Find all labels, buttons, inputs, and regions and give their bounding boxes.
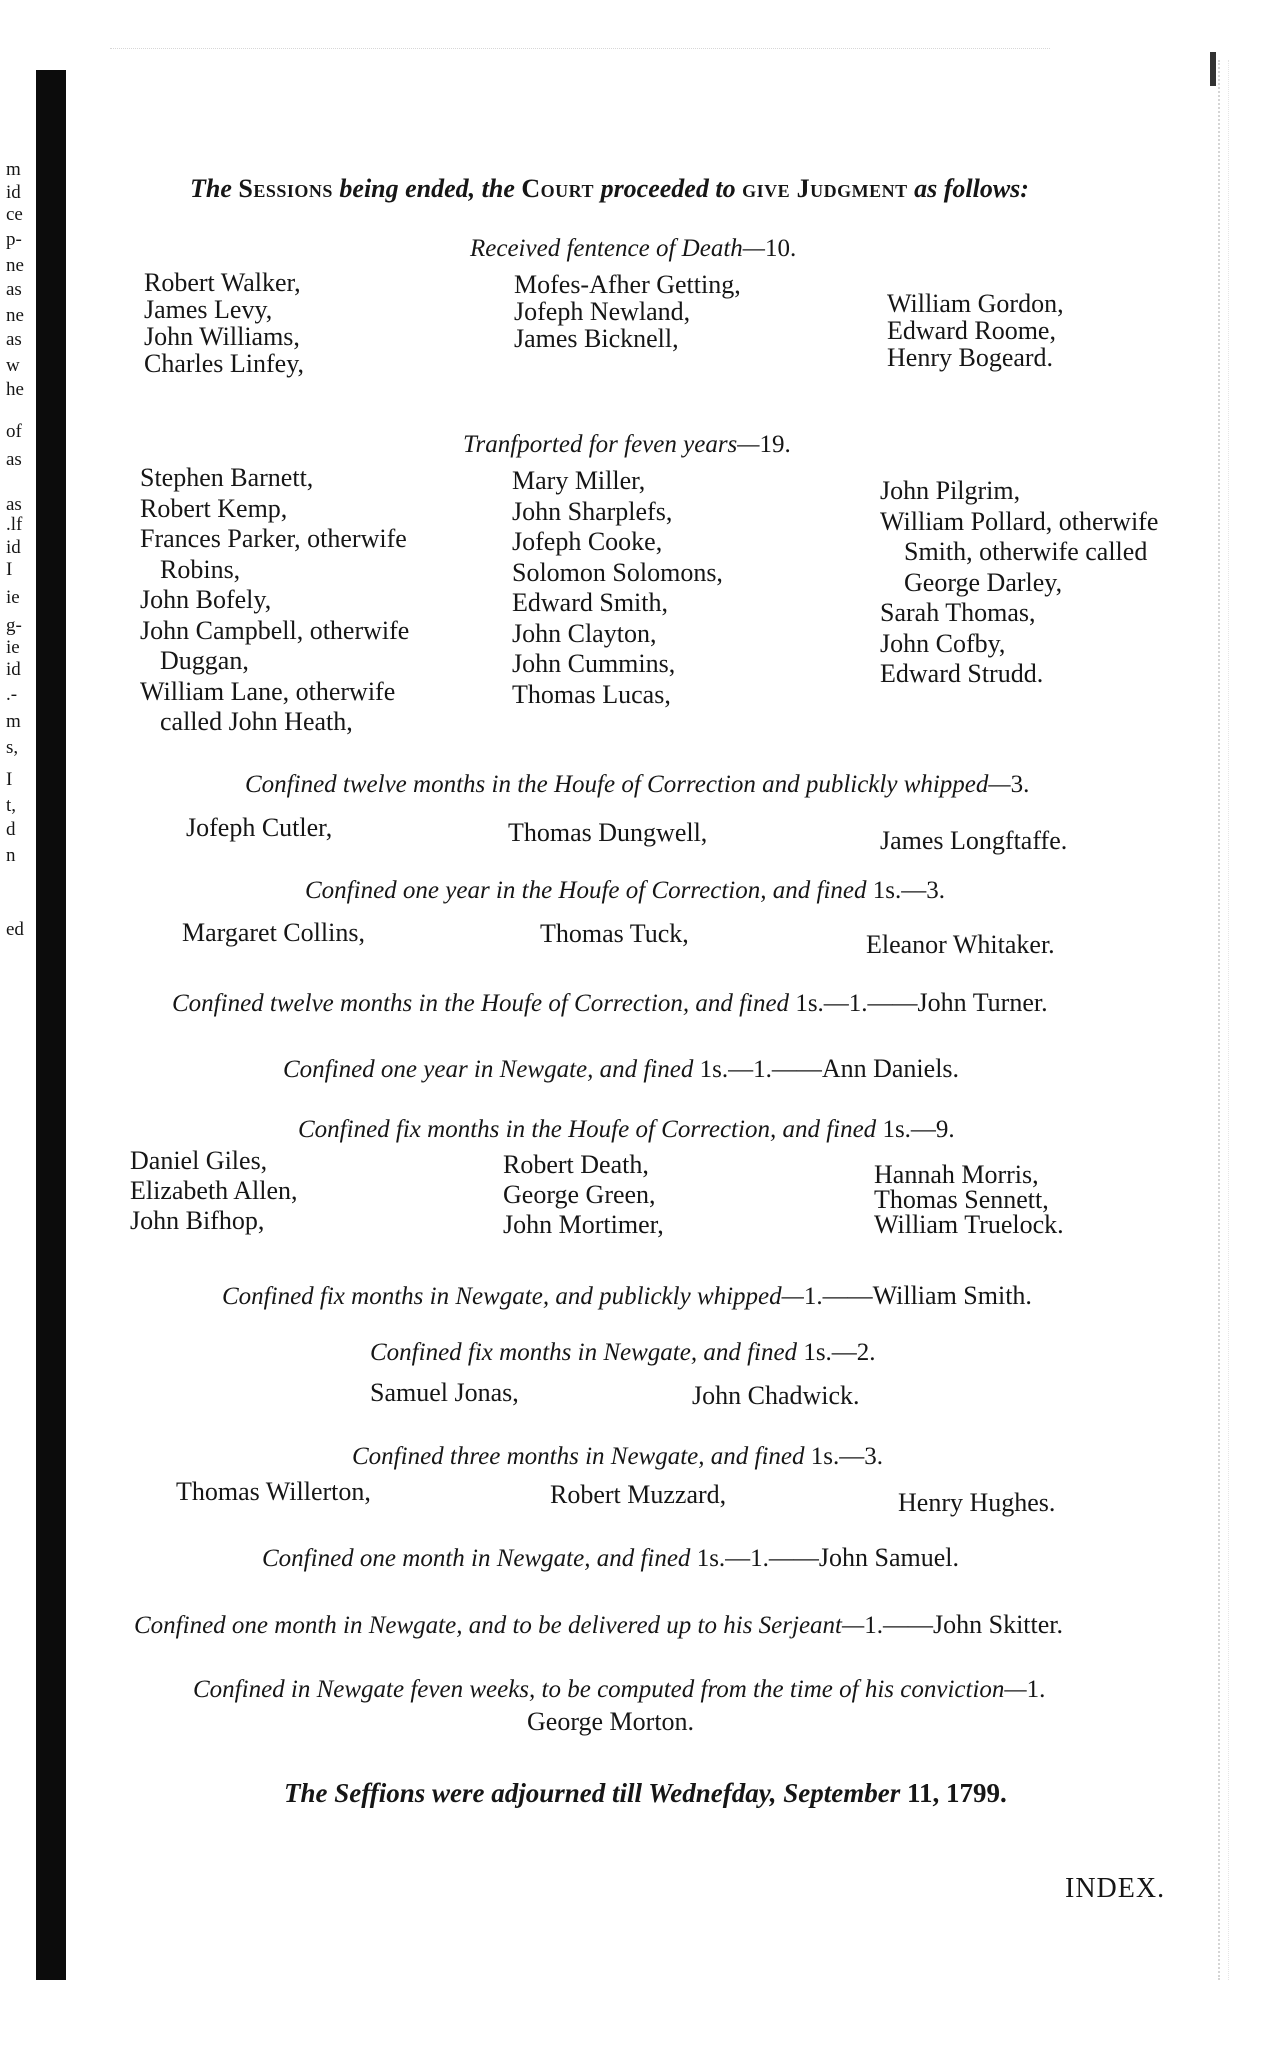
name-line: Robert Walker, — [144, 268, 301, 297]
name: George Morton. — [527, 1707, 695, 1736]
margin-fragment: as — [6, 494, 22, 515]
name-line: Robert Death, — [503, 1150, 649, 1179]
margin-fragment: as — [6, 449, 22, 470]
sentence-heading-3: Confined twelve months in the Houfe of Correction, and fined 1s.—1.——John Turner. — [172, 988, 1048, 1017]
transported-heading: Tranfported for feven years—19. — [463, 431, 791, 458]
margin-fragment: s, — [6, 737, 19, 758]
right-edge-mark — [1210, 52, 1216, 86]
name-line: Sarah Thomas, — [880, 598, 1036, 627]
name: Thomas Willerton, — [176, 1477, 371, 1506]
margin-fragment: t, — [6, 795, 17, 816]
name-line: Thomas Lucas, — [512, 679, 671, 709]
name-line: John Cofby, — [880, 628, 1006, 658]
margin-fragment: m — [6, 159, 21, 180]
margin-fragment: as — [6, 279, 22, 300]
name-line: John Campbell, otherwife — [140, 615, 410, 645]
sentence-heading-10: Confined one month in Newgate, and to be delivered up to his Serjeant—1.——John Skitter. — [134, 1610, 1063, 1639]
margin-fragment: ne — [6, 255, 24, 276]
name-line: Duggan, — [160, 646, 249, 675]
name-line: Jofeph Newland, — [514, 297, 691, 326]
name-line: Robins, — [160, 554, 241, 584]
margin-fragment: of — [6, 421, 22, 442]
margin-fragment: id — [6, 182, 21, 203]
margin-fragment: p- — [6, 229, 22, 250]
name-line: John Cummins, — [512, 649, 676, 678]
adjournment-note: The Seffions were adjourned till Wednefday, September 11, 1799. — [284, 1778, 1007, 1808]
name-line: Edward Strudd. — [880, 659, 1044, 688]
name: James Longftaffe. — [880, 826, 1068, 855]
name-line: John Clayton, — [512, 618, 657, 648]
margin-fragment: .lf — [6, 514, 23, 535]
name: Margaret Collins, — [182, 918, 365, 947]
name-line: John Bofely, — [140, 585, 272, 614]
name-line: Mary Miller, — [512, 466, 646, 495]
margin-fragment: I — [6, 559, 13, 580]
name: Robert Muzzard, — [550, 1480, 727, 1509]
sentence-heading-6: Confined fix months in Newgate, and publickly whipped—1.——William Smith. — [222, 1281, 1032, 1310]
name: Jofeph Cutler, — [186, 813, 333, 842]
name-line: John Sharplefs, — [512, 496, 673, 526]
name: Thomas Tuck, — [540, 919, 689, 948]
name-line: called John Heath, — [160, 707, 353, 736]
margin-fragment: ne — [6, 305, 24, 326]
session-heading: The Sessions being ended, the Court proceeded to give Judgment as follows: — [190, 174, 1029, 203]
margin-fragment: ed — [6, 919, 24, 940]
name-line: Jofeph Cooke, — [512, 527, 663, 556]
sentence-heading-2: Confined one year in the Houfe of Correction, and fined 1s.—3. — [305, 877, 945, 904]
name-line: George Darley, — [904, 567, 1063, 597]
name-line: Daniel Giles, — [130, 1146, 268, 1175]
margin-fragment: w — [6, 355, 20, 376]
margin-fragment: m — [6, 711, 21, 732]
name-line: Mofes-Afher Getting, — [514, 270, 741, 299]
sentence-heading-9: Confined one month in Newgate, and fined 1s.—1.——John Samuel. — [262, 1543, 960, 1572]
margin-fragment: id — [6, 659, 21, 680]
name-line: Frances Parker, otherwife — [140, 524, 407, 553]
name: Samuel Jonas, — [370, 1378, 519, 1407]
margin-fragment: id — [6, 537, 21, 558]
margin-fragment: ce — [6, 204, 23, 225]
name-line: William Lane, otherwife — [140, 676, 396, 706]
margin-fragment: as — [6, 329, 22, 350]
margin-fragment: ie — [6, 587, 20, 608]
name-line: Henry Bogeard. — [887, 343, 1054, 372]
name-line: Elizabeth Allen, — [130, 1176, 298, 1205]
name-line: James Bicknell, — [514, 324, 679, 353]
name-line: Hannah Morris, — [874, 1160, 1039, 1189]
right-edge-noise-2 — [1228, 60, 1239, 1980]
margin-fragment: .- — [6, 684, 18, 705]
name: Thomas Dungwell, — [508, 818, 708, 847]
name-line: William Pollard, otherwife — [880, 506, 1159, 536]
name-line: John Mortimer, — [503, 1210, 664, 1239]
top-noise — [110, 48, 1050, 61]
scan-edge-bar — [36, 70, 66, 1980]
catchword: INDEX. — [1065, 1873, 1166, 1904]
name: John Chadwick. — [692, 1381, 860, 1410]
name-line: John Williams, — [144, 322, 300, 351]
sentence-heading-4: Confined one year in Newgate, and fined 1s.—1.——Ann Daniels. — [283, 1054, 960, 1083]
name-line: John Pilgrim, — [880, 476, 1021, 505]
name: Henry Hughes. — [898, 1488, 1056, 1517]
name-line: Solomon Solomons, — [512, 557, 723, 587]
sentence-heading-1: Confined twelve months in the Houfe of Correction and publickly whipped—3. — [245, 771, 1030, 798]
margin-fragment: I — [6, 769, 13, 790]
margin-fragment: ie — [6, 637, 20, 658]
name-line: Charles Linfey, — [144, 349, 305, 378]
margin-fragment: he — [6, 379, 24, 400]
sentence-heading-5: Confined fix months in the Houfe of Correction, and fined 1s.—9. — [298, 1116, 955, 1143]
name-line: Edward Smith, — [512, 588, 668, 617]
death-heading: Received fentence of Death—10. — [470, 235, 797, 262]
name-line: Edward Roome, — [887, 316, 1056, 345]
name-line: George Green, — [503, 1180, 656, 1209]
margin-fragment: d — [6, 819, 16, 840]
name-line: William Gordon, — [887, 289, 1064, 318]
sentence-heading-8: Confined three months in Newgate, and fined 1s.—3. — [352, 1443, 883, 1470]
name-line: Thomas Sennett, — [874, 1185, 1049, 1214]
name-line: John Bifhop, — [130, 1206, 265, 1235]
margin-fragment: g- — [6, 615, 22, 636]
name-line: Robert Kemp, — [140, 493, 288, 523]
sentence-heading-11: Confined in Newgate feven weeks, to be computed from the time of his conviction—1. — [193, 1676, 1046, 1703]
name-line: Smith, otherwife called — [904, 537, 1148, 566]
name-line: William Truelock. — [874, 1210, 1064, 1239]
margin-fragment: n — [6, 845, 16, 866]
sentence-heading-7: Confined fix months in Newgate, and fined 1s.—2. — [370, 1339, 876, 1366]
name-line: Stephen Barnett, — [140, 463, 314, 492]
name: Eleanor Whitaker. — [866, 930, 1055, 959]
name-line: James Levy, — [144, 295, 273, 324]
